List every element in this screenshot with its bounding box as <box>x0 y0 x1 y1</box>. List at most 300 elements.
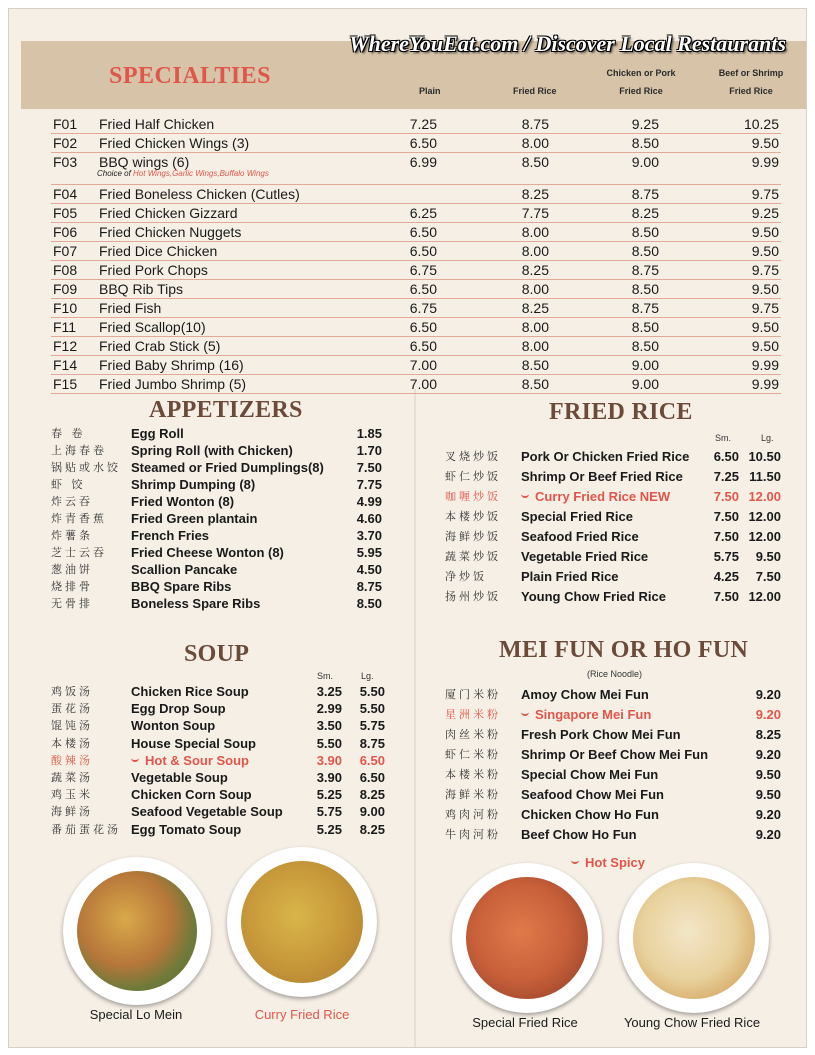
item-name: Boneless Spare Ribs <box>131 596 261 611</box>
item-name: Fried Chicken Wings (3) <box>99 135 250 151</box>
item-name: Fried Crab Stick (5) <box>99 338 221 354</box>
item-chinese-name: 馄饨汤 <box>51 719 93 733</box>
item-name <box>131 786 252 803</box>
price-fried-rice: 8.50 <box>521 357 549 373</box>
specialty-row <box>51 153 781 185</box>
price-plain: 6.75 <box>409 300 437 316</box>
item-name: Fried Dice Chicken <box>99 243 218 259</box>
price-beef-shrimp: 9.75 <box>751 186 779 202</box>
item-name <box>521 507 633 527</box>
item-name-text: Seafood Chow Mei Fun <box>521 787 664 802</box>
wing-choice-options: Hot Wings,Garlic Wings,Buffalo Wings <box>133 169 269 178</box>
item-name <box>521 447 689 467</box>
price-chicken-pork: 9.25 <box>631 116 659 132</box>
price-fried-rice: 8.00 <box>521 224 549 240</box>
item-chinese-name: 番茄蛋花汤 <box>51 822 121 836</box>
price-chicken-pork: 8.50 <box>631 338 659 354</box>
item-chinese-name: 星洲米粉 <box>445 708 501 721</box>
caption-curry-fried-rice: Curry Fried Rice <box>254 1007 350 1022</box>
price-small: 7.25 <box>713 469 739 484</box>
item-name <box>521 685 649 705</box>
hot-spicy-label: Hot Spicy <box>585 855 645 870</box>
mei-fun-row <box>445 805 780 825</box>
item-name-text: Shrimp Or Beef Fried Rice <box>521 469 683 484</box>
item-code: F15 <box>53 376 78 392</box>
caption-young-chow-fried-rice: Young Chow Fried Rice <box>623 1015 761 1030</box>
item-name-text: Chicken Chow Ho Fun <box>521 807 659 822</box>
item-code: F12 <box>53 338 78 354</box>
fried-rice-row <box>445 547 780 567</box>
item-name-text: Amoy Chow Mei Fun <box>521 687 649 702</box>
item-name <box>131 717 215 734</box>
fried-rice-row <box>445 507 780 527</box>
item-name <box>521 527 639 547</box>
item-name-text: Special Fried Rice <box>521 509 633 524</box>
specialty-row <box>51 375 781 394</box>
specialty-row <box>51 134 781 153</box>
item-chinese-name: 烧排骨 <box>51 580 93 593</box>
item-chinese-name: 咖喱炒饭 <box>445 490 501 503</box>
item-name: Fried Boneless Chicken (Cutles) <box>99 186 300 202</box>
price-chicken-pork: 9.00 <box>631 357 659 373</box>
appetizers-list <box>51 425 381 612</box>
appetizers-title: APPETIZERS <box>149 397 303 423</box>
price-fried-rice: 8.75 <box>521 116 549 132</box>
item-price: 1.70 <box>356 443 382 458</box>
item-chinese-name: 虾 饺 <box>51 478 86 491</box>
item-name <box>131 769 228 786</box>
item-name-text: Vegetable Soup <box>131 769 228 785</box>
item-price: 5.95 <box>356 545 382 560</box>
price-fried-rice: 8.25 <box>521 186 549 202</box>
price-chicken-pork: 8.50 <box>631 281 659 297</box>
mei-fun-list <box>445 685 780 845</box>
item-chinese-name: 叉烧炒饭 <box>445 450 501 463</box>
price-beef-shrimp: 9.50 <box>751 224 779 240</box>
item-name <box>521 487 670 507</box>
fried-rice-row <box>445 467 780 487</box>
price-beef-shrimp: 9.99 <box>751 154 779 170</box>
item-name: Fried Fish <box>99 300 162 316</box>
item-chinese-name: 蔬菜炒饭 <box>445 550 501 563</box>
mei-fun-row <box>445 705 780 725</box>
price-chicken-pork: 8.75 <box>631 262 659 278</box>
price-small: 5.25 <box>316 787 342 803</box>
specialty-row <box>51 185 781 204</box>
item-code: F04 <box>53 186 78 202</box>
item-price: 9.20 <box>755 707 781 722</box>
soup-size-lg: Lg. <box>361 671 374 681</box>
price-large: 12.00 <box>748 589 781 604</box>
price-fried-rice: 8.25 <box>521 300 549 316</box>
soup-row <box>51 683 385 700</box>
item-chinese-name: 无骨排 <box>51 597 93 610</box>
appetizer-row <box>51 510 381 527</box>
specialty-row <box>51 242 781 261</box>
item-chinese-name: 酸辣汤 <box>51 753 93 767</box>
appetizer-row <box>51 561 381 578</box>
item-name: Egg Roll <box>131 426 184 441</box>
item-name <box>131 700 226 717</box>
specialty-row <box>51 223 781 242</box>
item-name: Shrimp Dumping (8) <box>131 477 256 492</box>
appetizer-row <box>51 544 381 561</box>
item-chinese-name: 炸云吞 <box>51 495 93 508</box>
item-chinese-name: 厦门米粉 <box>445 688 501 701</box>
caption-special-fried-rice: Special Fried Rice <box>472 1015 578 1030</box>
item-name <box>521 785 664 805</box>
specialty-row <box>51 115 781 134</box>
item-name <box>521 587 666 607</box>
page-fold <box>414 389 416 1048</box>
item-code: F10 <box>53 300 78 316</box>
col-chicken-pork <box>605 67 677 98</box>
mei-fun-row <box>445 785 780 805</box>
item-name-text: Beef Chow Ho Fun <box>521 827 637 842</box>
item-name <box>131 821 241 838</box>
price-beef-shrimp: 10.25 <box>743 116 779 132</box>
price-plain: 6.25 <box>409 205 437 221</box>
price-fried-rice: 8.50 <box>521 376 549 392</box>
price-plain: 6.50 <box>409 319 437 335</box>
price-small: 5.75 <box>316 804 342 820</box>
item-name-text: Young Chow Fried Rice <box>521 589 666 604</box>
item-chinese-name: 虾仁米粉 <box>445 748 501 761</box>
item-chinese-name: 扬州炒饭 <box>445 590 501 603</box>
item-name <box>521 765 658 785</box>
price-plain: 6.50 <box>409 224 437 240</box>
price-chicken-pork: 8.50 <box>631 224 659 240</box>
item-price: 7.50 <box>356 460 382 475</box>
item-chinese-name: 蛋花汤 <box>51 702 93 716</box>
photo-curry-fried-rice <box>227 847 377 997</box>
appetizer-row <box>51 493 381 510</box>
item-price: 9.20 <box>755 747 781 762</box>
item-name: BBQ Rib Tips <box>99 281 184 297</box>
price-chicken-pork: 8.25 <box>631 205 659 221</box>
fried-rice-row <box>445 487 780 507</box>
price-beef-shrimp: 9.99 <box>751 357 779 373</box>
item-code: F11 <box>53 319 77 335</box>
item-name-text: Curry Fried Rice NEW <box>535 489 671 504</box>
item-name: Fried Pork Chops <box>99 262 208 278</box>
item-name <box>521 547 648 567</box>
soup-row <box>51 821 385 838</box>
specialty-row <box>51 318 781 337</box>
item-chinese-name: 鸡玉米 <box>51 788 93 802</box>
price-large: 12.00 <box>748 489 781 504</box>
item-name-text: Wonton Soup <box>131 718 216 734</box>
item-name-text: Shrimp Or Beef Chow Mei Fun <box>521 747 709 762</box>
mei-fun-title: MEI FUN OR HO FUN <box>499 637 749 663</box>
price-plain: 7.25 <box>409 116 437 132</box>
price-small: 7.50 <box>713 509 739 524</box>
price-large: 7.50 <box>755 569 781 584</box>
specialty-row <box>51 299 781 318</box>
price-large: 8.25 <box>359 821 385 837</box>
appetizer-row <box>51 595 381 612</box>
item-name-text: Chicken Corn Soup <box>131 787 252 803</box>
price-large: 9.50 <box>755 549 781 564</box>
item-name <box>131 683 249 700</box>
price-large: 8.75 <box>359 735 385 751</box>
item-chinese-name: 鸡肉河粉 <box>445 808 501 821</box>
soup-size-sm: Sm. <box>317 671 334 681</box>
item-name: French Fries <box>131 528 210 543</box>
item-name: Fried Baby Shrimp (16) <box>99 357 244 373</box>
wing-choice-prefix: Choice of <box>97 169 134 178</box>
hot-spicy-icon <box>521 493 529 498</box>
price-small: 3.90 <box>316 769 342 785</box>
item-name-text: Special Chow Mei Fun <box>521 767 659 782</box>
item-chinese-name: 锅贴或水饺 <box>51 461 121 474</box>
item-name <box>131 752 249 769</box>
mei-fun-row <box>445 745 780 765</box>
price-beef-shrimp: 9.50 <box>751 319 779 335</box>
item-name: Fried Chicken Gizzard <box>99 205 238 221</box>
fried-rice-title: FRIED RICE <box>549 399 693 425</box>
item-code: F06 <box>53 224 78 240</box>
price-fried-rice: 7.75 <box>521 205 549 221</box>
item-name <box>521 705 651 725</box>
hot-spicy-icon <box>521 711 529 716</box>
appetizer-row <box>51 442 381 459</box>
item-name-text: Singapore Mei Fun <box>535 707 652 722</box>
fried-rice-size-lg: Lg. <box>761 433 774 443</box>
price-fried-rice: 8.00 <box>521 319 549 335</box>
item-chinese-name: 虾仁炒饭 <box>445 470 501 483</box>
price-plain: 6.75 <box>409 262 437 278</box>
menu-page <box>8 8 807 1048</box>
price-small: 7.50 <box>713 489 739 504</box>
item-chinese-name: 上海春卷 <box>51 444 107 457</box>
col-plain: Plain <box>419 86 441 96</box>
col-chicken-pork-line1: Chicken or Pork <box>606 68 676 78</box>
price-large: 6.50 <box>359 769 385 785</box>
price-small: 2.99 <box>316 701 342 717</box>
soup-row <box>51 700 385 717</box>
price-plain: 7.00 <box>409 376 437 392</box>
item-name: Fried Jumbo Shrimp (5) <box>99 376 247 392</box>
specialty-row <box>51 261 781 280</box>
appetizer-row <box>51 527 381 544</box>
price-chicken-pork: 8.50 <box>631 243 659 259</box>
price-large: 5.50 <box>359 684 385 699</box>
item-chinese-name: 本楼炒饭 <box>445 510 501 523</box>
price-plain: 6.50 <box>409 243 437 259</box>
col-chicken-pork-line2: Fried Rice <box>619 86 663 96</box>
item-name-text: Hot & Sour Soup <box>145 752 249 768</box>
price-chicken-pork: 9.00 <box>631 376 659 392</box>
wing-choice-note <box>97 169 269 179</box>
item-name <box>521 805 659 825</box>
price-large: 8.25 <box>359 787 385 803</box>
item-name <box>521 567 619 587</box>
item-name-text: Seafood Vegetable Soup <box>131 804 283 820</box>
item-chinese-name: 肉丝米粉 <box>445 728 501 741</box>
item-name-text: Vegetable Fried Rice <box>521 549 649 564</box>
price-chicken-pork: 8.75 <box>631 300 659 316</box>
price-chicken-pork: 8.75 <box>631 186 659 202</box>
item-code: F05 <box>53 205 78 221</box>
price-small: 5.50 <box>316 735 342 751</box>
price-small: 3.50 <box>316 718 342 734</box>
price-beef-shrimp: 9.25 <box>751 205 779 221</box>
col-fried-rice: Fried Rice <box>513 86 557 96</box>
price-small: 5.25 <box>316 821 342 837</box>
item-name: BBQ Spare Ribs <box>131 579 232 594</box>
mei-fun-row <box>445 725 780 745</box>
price-small: 3.25 <box>316 684 342 699</box>
item-name: Steamed or Fried Dumplings(8) <box>131 460 324 475</box>
item-chinese-name: 葱油饼 <box>51 563 93 576</box>
price-small: 7.50 <box>713 589 739 604</box>
item-name <box>131 735 256 752</box>
soup-row <box>51 769 385 786</box>
item-price: 7.75 <box>356 477 382 492</box>
item-chinese-name: 春 卷 <box>51 427 86 440</box>
price-large: 11.50 <box>749 469 781 484</box>
fried-rice-row <box>445 567 780 587</box>
item-name <box>521 745 708 765</box>
soup-list <box>51 683 385 838</box>
watermark: WhereYouEat.com / Discover Local Restaurants <box>349 31 786 56</box>
price-fried-rice: 8.25 <box>521 262 549 278</box>
item-name: Fried Scallop(10) <box>99 319 206 335</box>
price-small: 4.25 <box>713 569 739 584</box>
soup-row <box>51 735 385 752</box>
photo-special-fried-rice <box>452 863 602 1013</box>
item-price: 4.99 <box>356 494 382 509</box>
appetizer-row <box>51 476 381 493</box>
item-name <box>131 803 283 820</box>
photo-young-chow-fried-rice <box>619 863 769 1013</box>
specialties-title: SPECIALTIES <box>109 63 272 89</box>
item-name-text: Egg Tomato Soup <box>131 821 242 837</box>
item-name-text: Chicken Rice Soup <box>131 684 249 699</box>
item-code: F07 <box>53 243 78 259</box>
item-name-text: Egg Drop Soup <box>131 701 226 717</box>
item-chinese-name: 海鲜汤 <box>51 805 93 819</box>
item-name: Fried Chicken Nuggets <box>99 224 242 240</box>
fried-rice-row <box>445 527 780 547</box>
soup-row <box>51 717 385 734</box>
specialty-row <box>51 204 781 223</box>
soup-row <box>51 786 385 803</box>
item-price: 3.70 <box>356 528 382 543</box>
item-name: Scallion Pancake <box>131 562 238 577</box>
item-price: 1.85 <box>356 426 382 441</box>
item-chinese-name: 净炒饭 <box>445 570 487 583</box>
fried-rice-row <box>445 587 780 607</box>
price-beef-shrimp: 9.75 <box>751 262 779 278</box>
item-chinese-name: 本楼汤 <box>51 736 93 750</box>
specialty-row <box>51 356 781 375</box>
mei-fun-row <box>445 685 780 705</box>
item-name <box>521 725 681 745</box>
price-small: 5.75 <box>713 549 739 564</box>
item-name <box>521 825 637 845</box>
item-price: 9.20 <box>755 687 781 702</box>
item-price: 8.25 <box>755 727 781 742</box>
item-chinese-name: 蔬菜汤 <box>51 770 93 784</box>
price-chicken-pork: 9.00 <box>631 154 659 170</box>
price-large: 9.00 <box>359 804 385 820</box>
item-name: Fried Green plantain <box>131 511 258 526</box>
hot-spicy-icon <box>131 757 139 762</box>
price-large: 10.50 <box>748 449 781 464</box>
item-name: Spring Roll (with Chicken) <box>131 443 293 458</box>
item-code: F14 <box>53 357 78 373</box>
price-large: 5.50 <box>359 701 385 717</box>
col-beef-shrimp-line1: Beef or Shrimp <box>718 68 784 78</box>
col-beef-shrimp <box>715 67 787 98</box>
soup-title: SOUP <box>184 641 250 667</box>
hot-spicy-legend <box>571 855 645 870</box>
hot-spicy-icon <box>571 859 579 864</box>
price-small: 7.50 <box>713 529 739 544</box>
item-code: F03 <box>53 154 78 170</box>
price-beef-shrimp: 9.50 <box>751 135 779 151</box>
price-fried-rice: 8.00 <box>521 135 549 151</box>
mei-fun-row <box>445 765 780 785</box>
price-beef-shrimp: 9.75 <box>751 300 779 316</box>
item-name-text: House Special Soup <box>131 735 256 751</box>
price-beef-shrimp: 9.99 <box>751 376 779 392</box>
price-plain: 6.50 <box>409 281 437 297</box>
item-name: BBQ wings (6) <box>99 154 190 170</box>
item-chinese-name: 海鲜米粉 <box>445 788 501 801</box>
price-large: 12.00 <box>748 529 781 544</box>
item-name-text: Fresh Pork Chow Mei Fun <box>521 727 681 742</box>
item-name <box>521 467 683 487</box>
mei-fun-row <box>445 825 780 845</box>
item-price: 8.50 <box>356 596 382 611</box>
appetizer-row <box>51 578 381 595</box>
item-chinese-name: 鸡饭汤 <box>51 685 93 698</box>
item-chinese-name: 本楼米粉 <box>445 768 501 781</box>
price-large: 12.00 <box>748 509 781 524</box>
item-name-text: Seafood Fried Rice <box>521 529 639 544</box>
item-code: F01 <box>53 116 78 132</box>
price-large: 5.75 <box>359 718 385 734</box>
price-plain: 7.00 <box>409 357 437 373</box>
item-code: F08 <box>53 262 78 278</box>
item-name: Fried Cheese Wonton (8) <box>131 545 284 560</box>
item-price: 4.50 <box>356 562 382 577</box>
price-fried-rice: 8.00 <box>521 243 549 259</box>
item-price: 4.60 <box>356 511 382 526</box>
appetizer-row <box>51 425 381 442</box>
item-name: Fried Wonton (8) <box>131 494 235 509</box>
fried-rice-list <box>445 447 780 607</box>
soup-row <box>51 752 385 769</box>
item-chinese-name: 炸青香蕉 <box>51 512 107 525</box>
col-beef-shrimp-line2: Fried Rice <box>729 86 773 96</box>
price-small: 3.90 <box>316 752 342 768</box>
specialty-row <box>51 280 781 299</box>
item-code: F02 <box>53 135 78 151</box>
price-fried-rice: 8.00 <box>521 338 549 354</box>
price-fried-rice: 8.50 <box>521 154 549 170</box>
item-price: 9.50 <box>755 787 781 802</box>
item-price: 9.20 <box>755 827 781 842</box>
item-price: 9.20 <box>755 807 781 822</box>
item-name-text: Plain Fried Rice <box>521 569 619 584</box>
price-beef-shrimp: 9.50 <box>751 281 779 297</box>
specialties-list <box>51 115 781 394</box>
mei-fun-subtitle: (Rice Noodle) <box>587 669 643 679</box>
